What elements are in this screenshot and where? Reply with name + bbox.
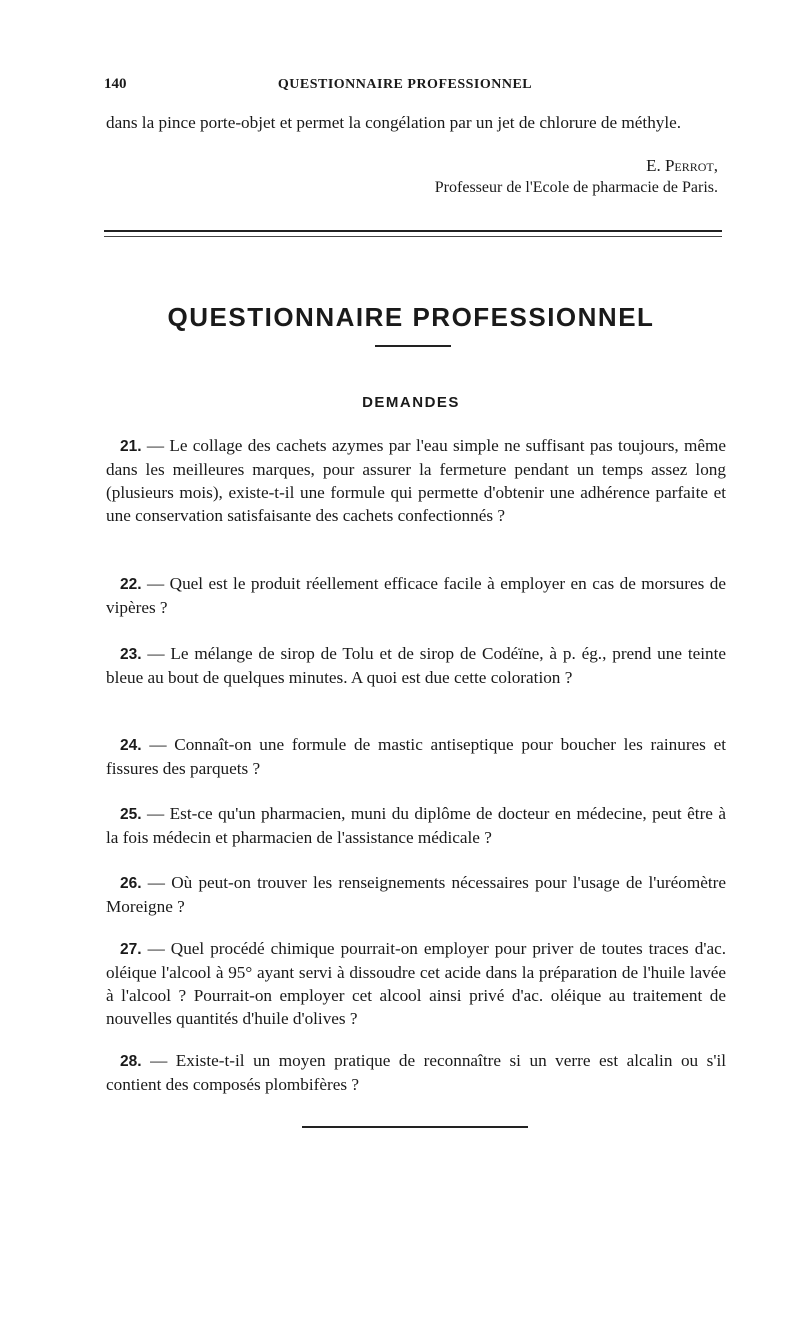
section-divider-thick bbox=[104, 230, 722, 232]
page-number: 140 bbox=[104, 76, 127, 92]
section-subtitle: DEMANDES bbox=[362, 394, 460, 411]
question-number: 25. bbox=[120, 806, 142, 823]
question-text: — Le mélange de sirop de Tolu et de sirop de Codéïne, à p. ég., prend une teinte bleue au bout de quelques minutes. A quoi est due cette coloration ? bbox=[106, 644, 727, 687]
section-divider-thin bbox=[104, 236, 722, 237]
question-24 bbox=[106, 733, 726, 780]
end-rule bbox=[302, 1126, 528, 1128]
question-21 bbox=[106, 434, 726, 527]
question-text: — Connaît-on une formule de mastic antiseptique pour boucher les rainures et fissures des parquets ? bbox=[106, 735, 727, 778]
title-underline bbox=[375, 345, 451, 347]
question-number: 22. bbox=[120, 576, 142, 593]
previous-article-continuation: dans la pince porte-objet et permet la congélation par un jet de chlorure de méthyle. bbox=[106, 113, 682, 132]
section-title: QUESTIONNAIRE PROFESSIONNEL bbox=[167, 302, 655, 332]
question-25 bbox=[106, 802, 726, 849]
question-text: — Le collage des cachets azymes par l'eau simple ne suffisant pas toujours, même dans les meilleures marques, pour assurer la fermeture pendant un temps assez long (plusieurs mois), existe-t-il une formule qui permette d'obtenir une adhérence parfaite et une conservation satisfaisante des cachets confectionnés ? bbox=[106, 436, 726, 525]
question-text: — Est-ce qu'un pharmacien, muni du diplôme de docteur en médecine, peut être à la fois médecin et pharmacien de l'assistance médicale ? bbox=[106, 804, 727, 847]
running-title: QUESTIONNAIRE PROFESSIONNEL bbox=[277, 77, 533, 92]
question-number: 24. bbox=[120, 737, 142, 754]
question-text: — Quel procédé chimique pourrait-on employer pour priver de toutes traces d'ac. oléique l'alcool à 95° ayant servi à dissoudre cet acide dans la préparation de l'huile lavée à l'alcool ? Pourrait-on employer cet alcool ainsi privé d'ac. oléique au traitement de nouvelles quantités d'huile d'olives ? bbox=[106, 939, 727, 1028]
question-text: — Existe-t-il un moyen pratique de reconnaître si un verre est alcalin ou s'il contient des composés plombifères ? bbox=[106, 1051, 726, 1094]
question-22 bbox=[106, 572, 726, 619]
question-26 bbox=[106, 871, 726, 918]
question-number: 23. bbox=[120, 646, 142, 663]
question-28 bbox=[106, 1049, 726, 1096]
author-affiliation: Professeur de l'Ecole de pharmacie de Paris. bbox=[434, 179, 718, 196]
question-number: 21. bbox=[120, 438, 142, 455]
question-text: — Où peut-on trouver les renseignements nécessaires pour l'usage de l'uréomètre Moreigne ? bbox=[106, 873, 726, 916]
author-signature: E. Perrot, bbox=[646, 156, 718, 175]
question-number: 26. bbox=[120, 875, 142, 892]
question-number: 28. bbox=[120, 1053, 142, 1070]
question-27 bbox=[106, 937, 726, 1030]
question-number: 27. bbox=[120, 941, 142, 958]
question-text: — Quel est le produit réellement efficace facile à employer en cas de morsures de vipères ? bbox=[106, 574, 726, 617]
question-23 bbox=[106, 642, 726, 689]
